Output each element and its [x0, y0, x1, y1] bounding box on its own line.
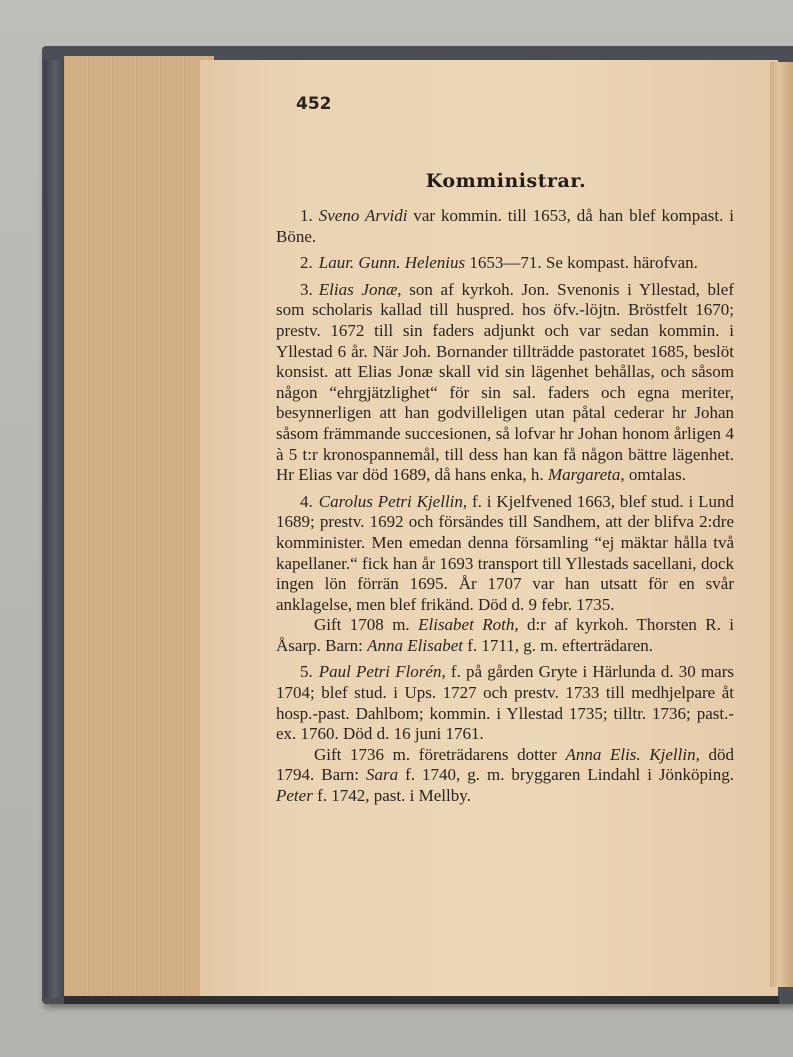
- entry-2: 2. Laur. Gunn. Helenius 1653—71. Se kompast. härofvan.: [300, 253, 698, 273]
- book-bottom-edge: [64, 996, 779, 1004]
- entry-3: 3. Elias Jonæ, son af kyrkoh. Jon. Svenonis i Yllestad, blef som scholaris kallad till huspred. hos öfv.-löjtn. Bröstfelt 1670; prestv. 1672 till sin faders adjunkt och var sedan kommin. i Yllestad 6 år. När Joh. Bornander tillträdde pastoratet 1685, beslöt konsist. att Elias Jonæ skall vid sin lägenhet behållas, och såsom någon “ehrgjätzlighet“ för sin sal. faders och egna meriter, besynnerligen att han godvilleligen utan påtal cederar hr Johan såsom främmande succesionen, så lofvar hr Johan honom årligen 4 à 5 t:r kronospannemål, till dess han kan få någon bättre lägenhet. Hr Elias var död 1689, då hans enka, h. Margareta, omtalas.: [276, 279, 734, 485]
- entry-name: Carolus Petri Kjellin,: [318, 491, 468, 511]
- page-stack: [64, 56, 214, 998]
- entry-name: Laur. Gunn. Helenius: [318, 253, 466, 273]
- entry-name: Paul Petri Florén,: [318, 662, 446, 682]
- page-title: Komministrar.: [425, 170, 587, 192]
- entry-name: Sveno Arvidi: [318, 206, 408, 225]
- entry-1: 1. Sveno Arvidi var kommin. till 1653, då han blef kompast. i Böne.: [276, 206, 734, 246]
- page-number: 452: [296, 94, 332, 114]
- entry-5: 5. Paul Petri Florén, f. på gården Gryte i Härlunda d. 30 mars 1704; blef stud. i Ups. 1727 och prestv. 1733 till medhjelpare åt hosp.-past. Dahlbom; kommin. i Yllestad 1735; tilltr. 1736; past.-ex. 1760. Död d. 16 juni 1761.: [276, 662, 735, 744]
- entry-4-marriage: Gift 1708 m. Elisabet Roth, d:r af kyrkoh. Thorsten R. i Åsarp. Barn: Anna Elisabet f. 1711, g. m. efterträdaren.: [276, 615, 735, 655]
- entry-5-marriage: Gift 1736 m. företrädarens dotter Anna Elis. Kjellin, död 1794. Barn: Sara f. 1740, g. m. bryggaren Lindahl i Jönköping. Peter f. 1742, past. i Mellby.: [276, 744, 735, 806]
- facing-page-edge: [770, 62, 793, 987]
- entry-name: Elias Jonæ,: [318, 279, 402, 299]
- entry-4: 4. Carolus Petri Kjellin, f. i Kjelfvened 1663, blef stud. i Lund 1689; prestv. 1692 och försändes till Sandhem, att der blifva 2:dre komminister. Men emedan denna församling “ej mäktar hålla två kapellaner.“ fick han år 1693 transport till Yllestads sacellani, dock ingen lön förrän 1695. År 1707 var han utsatt för en svår anklagelse, men blef frikänd. Död d. 9 febr. 1735.: [276, 491, 734, 614]
- page-body: [276, 206, 734, 807]
- book-spine-edge: [44, 60, 66, 998]
